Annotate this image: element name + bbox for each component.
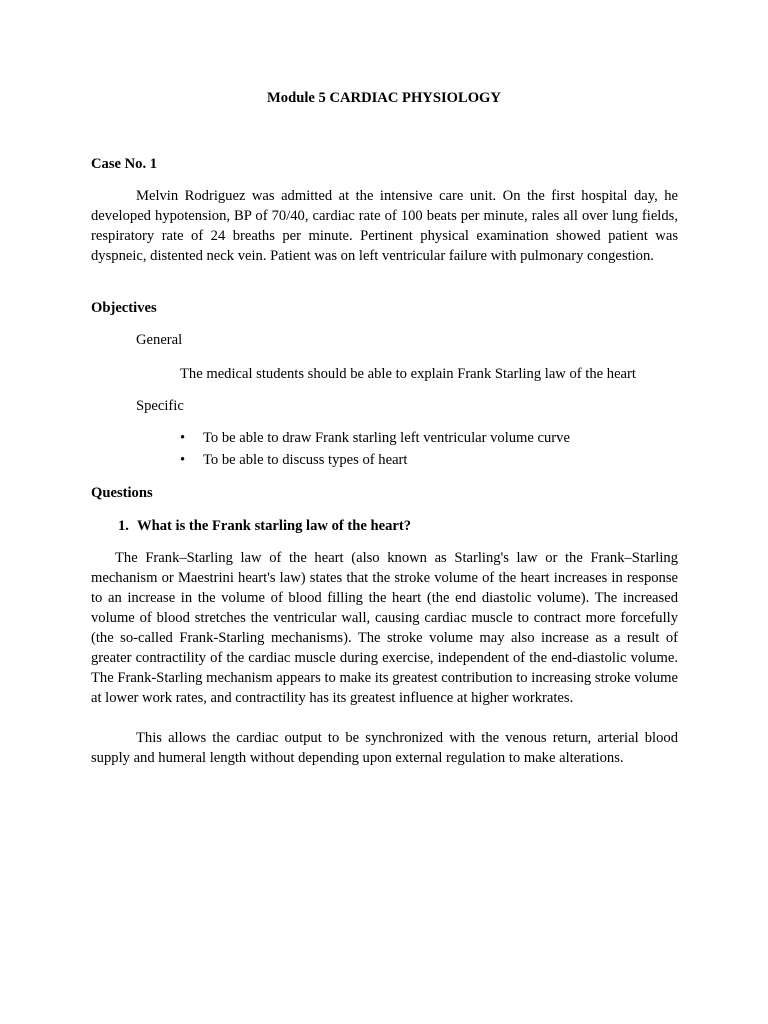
bullet-icon: •: [180, 430, 186, 446]
page-title: Module 5 CARDIAC PHYSIOLOGY: [267, 90, 501, 106]
objectives-heading: Objectives: [91, 300, 157, 316]
specific-objectives-list: [180, 428, 680, 472]
specific-objective-text: To be able to draw Frank starling left ventricular volume curve: [203, 430, 570, 446]
general-label: General: [136, 332, 183, 348]
case-paragraph: Melvin Rodriguez was admitted at the intensive care unit. On the first hospital day, he developed hypotension, BP of 70/40, cardiac rate of 100 beats per minute, rales all over lung fields, respiratory rate of 24 breaths per minute. Pertinent physical examination showed patient was dyspneic, distented neck vein. Patient was on left ventricular failure with pulmonary congestion.: [91, 188, 678, 264]
question-item: [118, 516, 678, 536]
answer-paragraph-2: This allows the cardiac output to be synchronized with the venous return, arterial blood supply and humeral length without depending upon external regulation to make alterations.: [91, 730, 678, 766]
questions-heading: Questions: [91, 485, 153, 501]
answer-paragraph-1: The Frank–Starling law of the heart (also known as Starling's law or the Frank–Starling mechanism or Maestrini heart's law) states that the stroke volume of the heart increases in response to an increase in the volume of blood filling the heart (the end diastolic volume). The increased volume of blood stretches the ventricular wall, causing cardiac muscle to contract more forcefully (the so-called Frank-Starling mechanisms). The stroke volume may also increase as a result of greater contractility of the cardiac muscle during exercise, independent of the end-diastolic volume. The Frank-Starling mechanism appears to make its greatest contribution to increasing stroke volume at lower work rates, and contractility has its greatest influence at higher workrates.: [91, 550, 678, 706]
specific-objective-text: To be able to discuss types of heart: [203, 452, 408, 468]
case-heading: Case No. 1: [91, 156, 158, 172]
bullet-icon: •: [180, 452, 186, 468]
general-objective-text: The medical students should be able to explain Frank Starling law of the heart: [180, 366, 636, 382]
list-item: [180, 450, 680, 472]
question-number: 1.: [118, 518, 129, 534]
specific-label: Specific: [136, 398, 184, 414]
list-item: [180, 428, 680, 450]
question-text: What is the Frank starling law of the heart?: [137, 518, 412, 534]
